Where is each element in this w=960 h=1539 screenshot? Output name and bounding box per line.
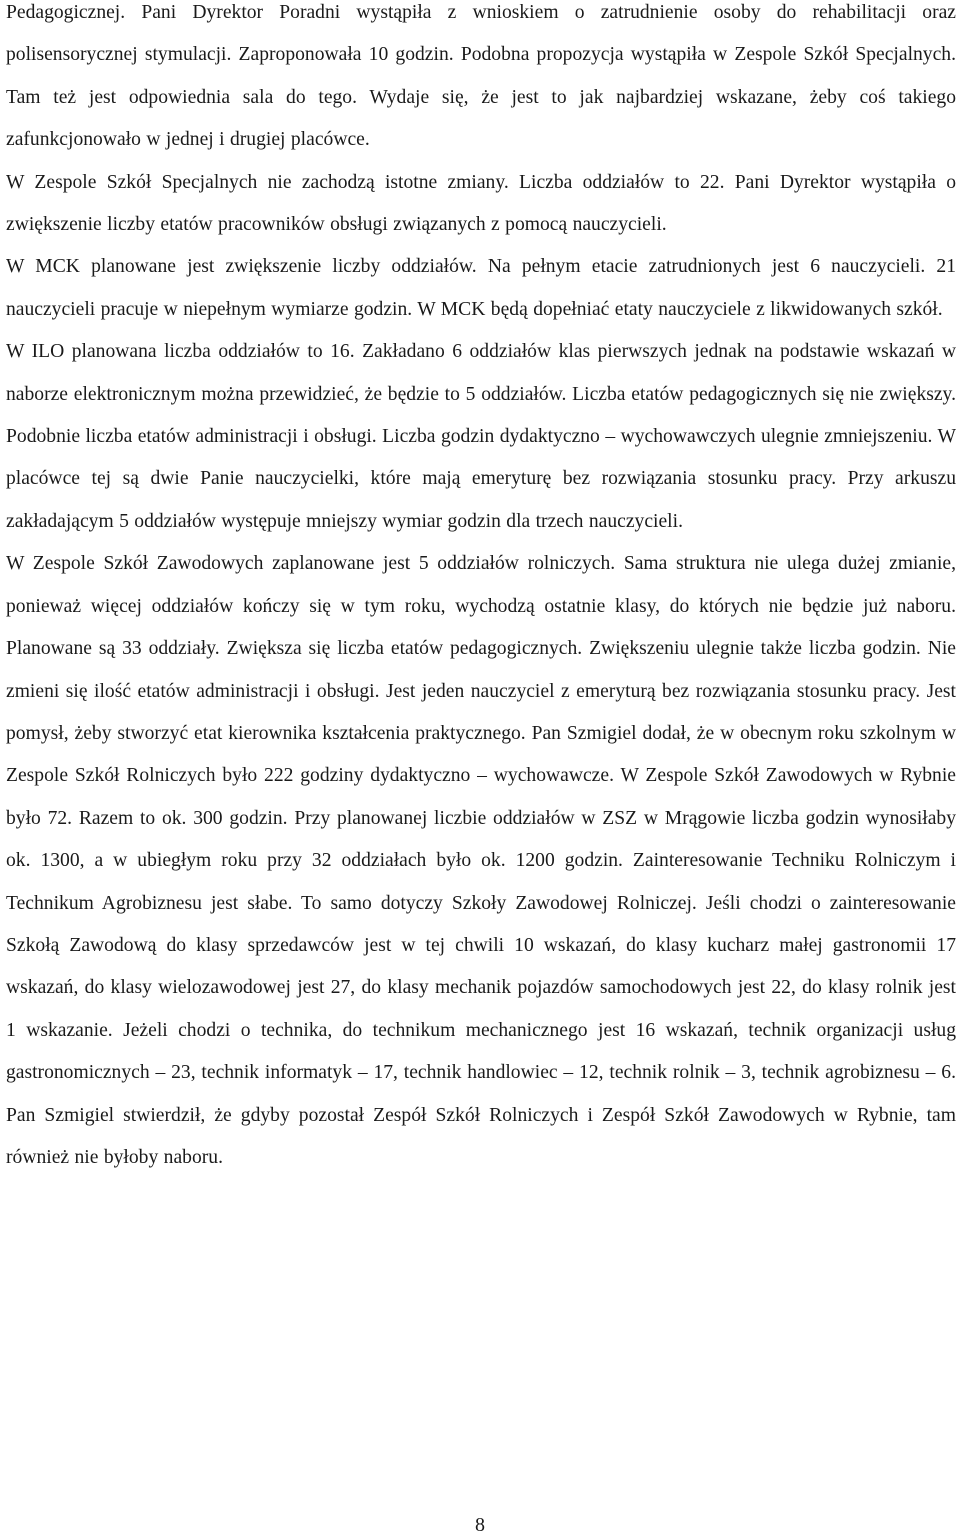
paragraph-2: W Zespole Szkół Specjalnych nie zachodzą istotne zmiany. Liczba oddziałów to 22. Pani Dyrektor wystąpiła o zwiększenie liczby etatów pracowników obsługi związanych z pomocą nauczycieli. (6, 171, 956, 236)
paragraph-4: W ILO planowana liczba oddziałów to 16. Zakładano 6 oddziałów klas pierwszych jednak na podstawie wskazań w naborze elektronicznym można przewidzieć, że będzie to 5 oddziałów. Liczba etatów pedagogicznych się nie zwiększy. Podobnie liczba etatów administracji i obsługi. Liczba godzin dydaktyczno – wychowawczych ulegnie zmniejszeniu. W placówce tej są dwie Panie nauczycielki, które mają emeryturę bez rozwiązania stosunku pracy. Przy arkuszu zakładającym 5 oddziałów występuje mniejszy wymiar godzin dla trzech nauczycieli. (6, 341, 956, 532)
document-body (6, 0, 956, 1179)
page-number: 8 (475, 1514, 485, 1536)
paragraph-1: Pedagogicznej. Pani Dyrektor Poradni wystąpiła z wnioskiem o zatrudnienie osoby do rehabilitacji oraz polisensorycznej stymulacji. Zaproponowała 10 godzin. Podobna propozycja wystąpiła w Zespole Szkół Specjalnych. Tam też jest odpowiednia sala do tego. Wydaje się, że jest to jak najbardziej wskazane, żeby coś takiego zafunkcjonowało w jednej i drugiej placówce. (6, 2, 956, 151)
paragraph-5: W Zespole Szkół Zawodowych zaplanowane jest 5 oddziałów rolniczych. Sama struktura nie ulega dużej zmianie, ponieważ więcej oddziałów kończy się w tym roku, wychodzą ostatnie klasy, do których nie będzie już naboru. Planowane są 33 oddziały. Zwiększa się liczba etatów pedagogicznych. Zwiększeniu ulegnie także liczba godzin. Nie zmieni się ilość etatów administracji i obsługi. Jest jeden nauczyciel z emeryturą bez rozwiązania stosunku pracy. Jest pomysł, żeby stworzyć etat kierownika kształcenia praktycznego. Pan Szmigiel dodał, że w obecnym roku szkolnym w Zespole Szkół Rolniczych było 222 godziny dydaktyczno – wychowawcze. W Zespole Szkół Zawodowych w Rybnie było 72. Razem to ok. 300 godzin. Przy planowanej liczbie oddziałów w ZSZ w Mrągowie liczba godzin wynosiłaby ok. 1300, a w ubiegłym roku przy 32 oddziałach było ok. 1200 godzin. Zainteresowanie Techniku Rolniczym i Technikum Agrobiznesu jest słabe. To samo dotyczy Szkoły Zawodowej Rolniczej. Jeśli chodzi o zainteresowanie Szkołą Zawodową do klasy sprzedawców jest w tej chwili 10 wskazań, do klasy kucharz małej gastronomii 17 wskazań, do klasy wielozawodowej jest 27, do klasy mechanik pojazdów samochodowych jest 22, do klasy rolnik jest 1 wskazanie. Jeżeli chodzi o technika, do technikum mechanicznego jest 16 wskazań, technik organizacji usług gastronomicznych – 23, technik informatyk – 17, technik handlowiec – 12, technik rolnik – 3, technik agrobiznesu – 6. Pan Szmigiel stwierdził, że gdyby pozostał Zespół Szkół Rolniczych i Zespół Szkół Zawodowych w Rybnie, tam również nie byłoby naboru. (6, 553, 956, 1168)
paragraph-3: W MCK planowane jest zwiększenie liczby oddziałów. Na pełnym etacie zatrudnionych jest 6 nauczycieli. 21 nauczycieli pracuje w niepełnym wymiarze godzin. W MCK będą dopełniać etaty nauczyciele z likwidowanych szkół. (6, 256, 956, 320)
